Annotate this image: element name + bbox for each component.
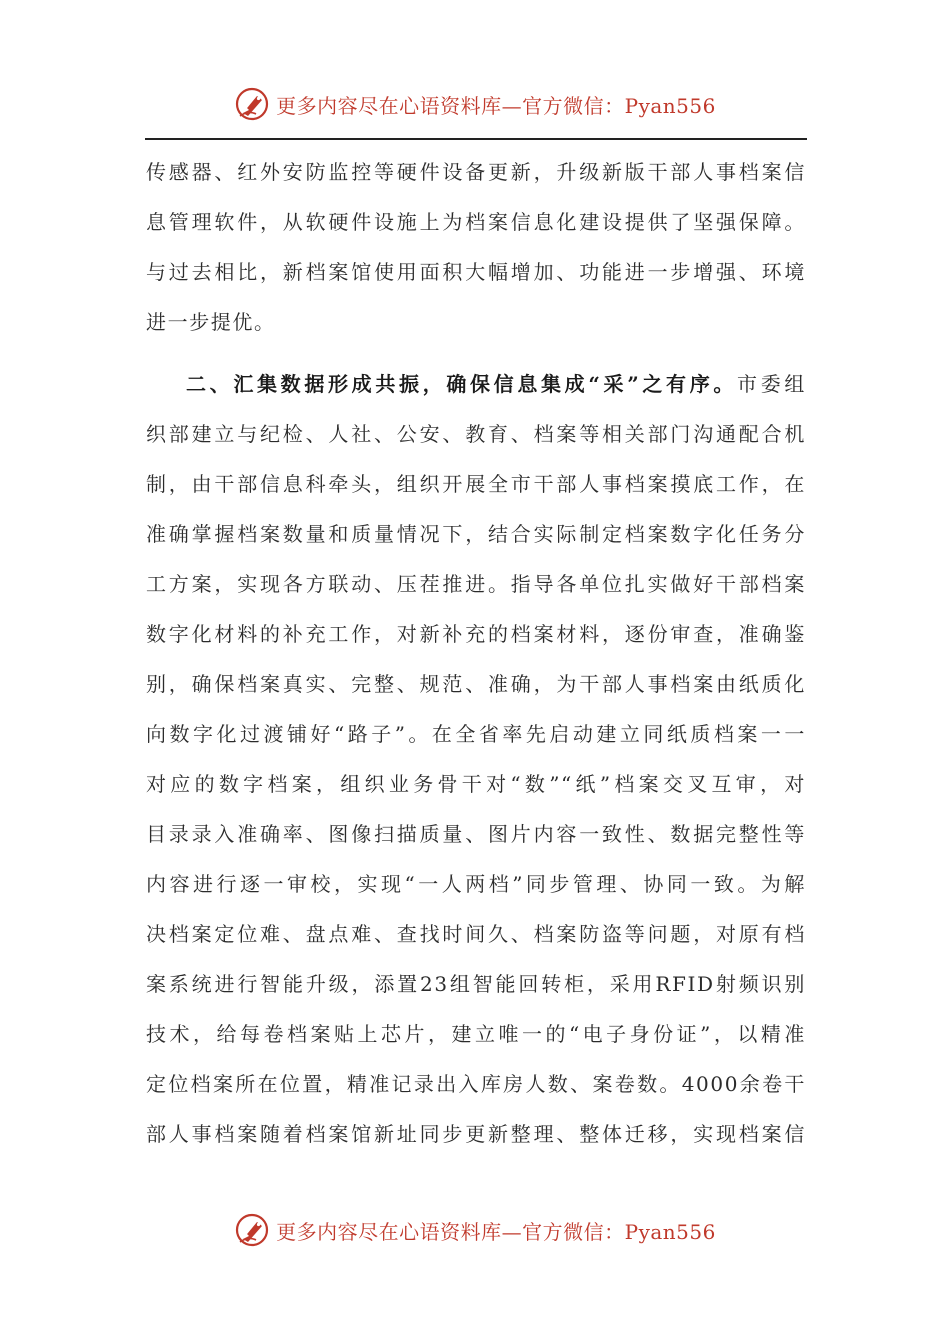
body-text: 市委组 (737, 372, 806, 396)
body-line: 对应的数字档案，组织业务骨干对“数”“纸”档案交叉互审，对 (146, 772, 806, 796)
body-line: 准确掌握档案数量和质量情况下，结合实际制定档案数字化任务分 (146, 522, 806, 546)
header-banner-text: 更多内容尽在心语资料库—官方微信：Pyan556 (276, 93, 716, 118)
body-line: 定位档案所在位置，精准记录出入库房人数、案卷数。4000余卷干 (146, 1072, 806, 1096)
body-line: 织部建立与纪检、人社、公安、教育、档案等相关部门沟通配合机 (146, 422, 806, 446)
body-line: 部人事档案随着档案馆新址同步更新整理、整体迁移，实现档案信 (146, 1122, 806, 1146)
body-line: 内容进行逐一审校，实现“一人两档”同步管理、协同一致。为解 (146, 872, 806, 896)
body-line: 工方案，实现各方联动、压茬推进。指导各单位扎实做好干部档案 (146, 572, 806, 596)
body-line: 制，由干部信息科牵头，组织开展全市干部人事档案摸底工作，在 (146, 472, 806, 496)
pen-nib-logo-icon (234, 1212, 270, 1248)
body-line: 向数字化过渡铺好“路子”。在全省率先启动建立同纸质档案一一 (146, 722, 806, 746)
body-line: 决档案定位难、盘点难、查找时间久、档案防盗等问题，对原有档 (146, 922, 806, 946)
footer-banner-text: 更多内容尽在心语资料库—官方微信：Pyan556 (276, 1219, 716, 1244)
header-divider (145, 138, 807, 140)
body-line: 与过去相比，新档案馆使用面积大幅增加、功能进一步增强、环境 (146, 260, 806, 284)
pen-nib-logo-icon (234, 86, 270, 122)
document-body (146, 147, 806, 1159)
body-line: 目录录入准确率、图像扫描质量、图片内容一致性、数据完整性等 (146, 822, 806, 846)
body-line: 息管理软件，从软硬件设施上为档案信息化建设提供了坚强保障。 (146, 210, 806, 234)
body-line: 传感器、红外安防监控等硬件设备更新，升级新版干部人事档案信 (146, 160, 806, 184)
section-heading-line (146, 359, 806, 409)
body-line: 数字化材料的补充工作，对新补充的档案材料，逐份审查，准确鉴 (146, 622, 806, 646)
footer-watermark-banner (0, 1210, 950, 1250)
body-line: 案系统进行智能升级，添置23组智能回转柜，采用RFID射频识别 (146, 972, 806, 996)
body-line: 技术，给每卷档案贴上芯片，建立唯一的“电子身份证”，以精准 (146, 1022, 806, 1046)
header-watermark-banner (0, 84, 950, 124)
body-line: 进一步提优。 (146, 310, 276, 334)
section-heading: 二、汇集数据形成共振，确保信息集成“采”之有序。 (186, 372, 738, 396)
body-line: 别，确保档案真实、完整、规范、准确，为干部人事档案由纸质化 (146, 672, 806, 696)
